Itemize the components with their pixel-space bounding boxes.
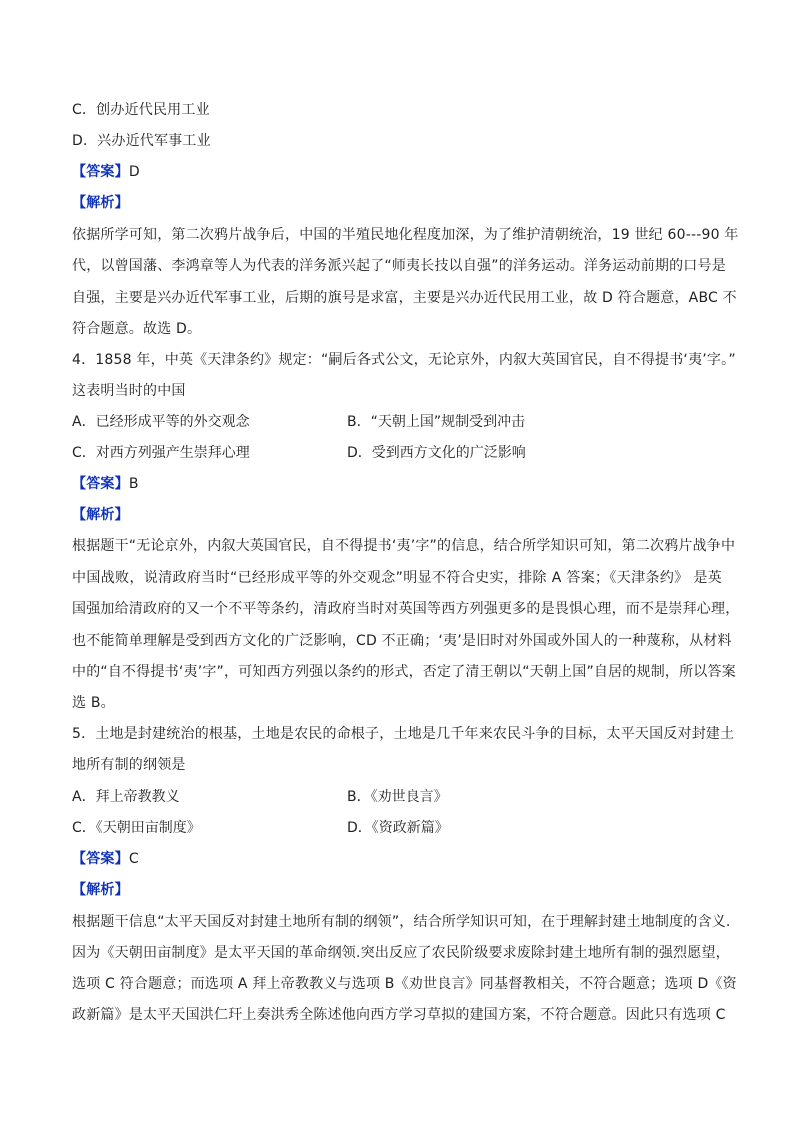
q3-analysis-line-1: 依据所学可知，第二次鸦片战争后，中国的半殖民地化程度加深，为了维护清朝统治，19 世纪 60---90 年	[72, 227, 739, 243]
answer-label: 【答案】	[72, 851, 129, 867]
analysis-label: 【解析】	[72, 507, 129, 523]
q4-option-a: A．已经形成平等的外交观念	[72, 414, 250, 430]
q3-answer	[72, 162, 722, 182]
q5-option-a: A．拜上帝教教义	[72, 789, 180, 805]
q4-analysis-line-4: 也不能简单理解是受到西方文化的广泛影响，CD 不正确；‘夷’是旧时对外国或外国人的一种蔑称，从材料	[72, 633, 732, 649]
q4-analysis-line-3: 国强加给清政府的又一个不平等条约，清政府当时对英国等西方列强更多的是畏惧心理，而不是崇拜心理，	[72, 601, 740, 617]
q5-answer	[72, 849, 722, 869]
analysis-label: 【解析】	[72, 882, 129, 898]
q4-analysis-line-5: 中的“自不得提书‘夷’字”，可知西方列强以条约的形式，否定了清王朝以“天朝上国”自居的规制，所以答案	[72, 664, 736, 680]
q5-stem-line-1: 5．土地是封建统治的根基，土地是农民的命根子，土地是几千年来农民斗争的目标，太平天国反对封建土	[72, 726, 735, 742]
q4-option-d: D．受到西方文化的广泛影响	[347, 445, 526, 461]
q3-analysis-line-4: 符合题意。故选 D。	[72, 321, 202, 337]
q4-stem-line-2: 这表明当时的中国	[72, 383, 186, 399]
q3-option-c: C．创办近代民用工业	[72, 102, 210, 118]
q4-analysis-line-1: 根据题干“无论京外，内叙大英国官民，自不得提书‘夷’字”的信息，结合所学知识可知，第二次鸦片战争中	[72, 538, 736, 554]
q5-stem-line-2: 地所有制的纲领是	[72, 757, 186, 773]
q5-analysis-line-1: 根据题干信息“太平天国反对封建土地所有制的纲领”，结合所学知识可知，在于理解封建土地制度的含义.	[72, 914, 731, 930]
q4-stem-line-1: 4．1858 年，中英《天津条约》规定：“嗣后各式公文，无论京外，内叙大英国官民，自不得提书‘夷’字。”	[72, 352, 736, 368]
answer-value: C	[128, 851, 139, 867]
answer-label: 【答案】	[72, 476, 129, 492]
q4-analysis-line-2: 中国战败，说清政府当时“已经形成平等的外交观念”明显不符合史实，排除 A 答案；《天津条约》 是英	[72, 570, 722, 586]
q5-analysis-line-2: 因为《天朝田亩制度》是太平天国的革命纲领.突出反应了农民阶级要求废除封建土地所有制的强烈愿望，	[72, 945, 730, 961]
q3-analysis-label	[72, 193, 722, 213]
q4-analysis-label	[72, 505, 722, 525]
answer-value: B	[128, 476, 139, 492]
q3-option-d: D．兴办近代军事工业	[72, 133, 211, 149]
q4-analysis-line-6: 选 B。	[72, 695, 115, 711]
q5-analysis-label	[72, 880, 722, 900]
q4-option-b: B．“天朝上国”规制受到冲击	[347, 414, 526, 430]
q4-option-c: C．对西方列强产生崇拜心理	[72, 445, 250, 461]
q5-option-c: C．《天朝田亩制度》	[72, 820, 201, 836]
q3-analysis-line-3: 自强，主要是兴办近代军事工业，后期的旗号是求富，主要是兴办近代民用工业，故 D 符合题意，ABC 不	[72, 290, 737, 306]
q5-option-b: B．《劝世良言》	[347, 789, 448, 805]
answer-label: 【答案】	[72, 164, 129, 180]
q4-answer	[72, 474, 722, 494]
analysis-label: 【解析】	[72, 195, 129, 211]
q5-option-d: D．《资政新篇》	[347, 820, 449, 836]
q3-analysis-line-2: 代，以曾国藩、李鸿章等人为代表的洋务派兴起了“师夷长技以自强”的洋务运动。洋务运动前期的口号是	[72, 258, 726, 274]
q5-analysis-line-4: 政新篇》是太平天国洪仁玕上奏洪秀全陈述他向西方学习草拟的建国方案，不符合题意。因此只有选项 C	[72, 1007, 726, 1023]
q5-analysis-line-3: 选项 C 符合题意；而选项 A 拜上帝教教义与选项 B《劝世良言》同基督教相关，不符合题意；选项 D《资	[72, 976, 737, 992]
answer-value: D	[128, 164, 140, 180]
